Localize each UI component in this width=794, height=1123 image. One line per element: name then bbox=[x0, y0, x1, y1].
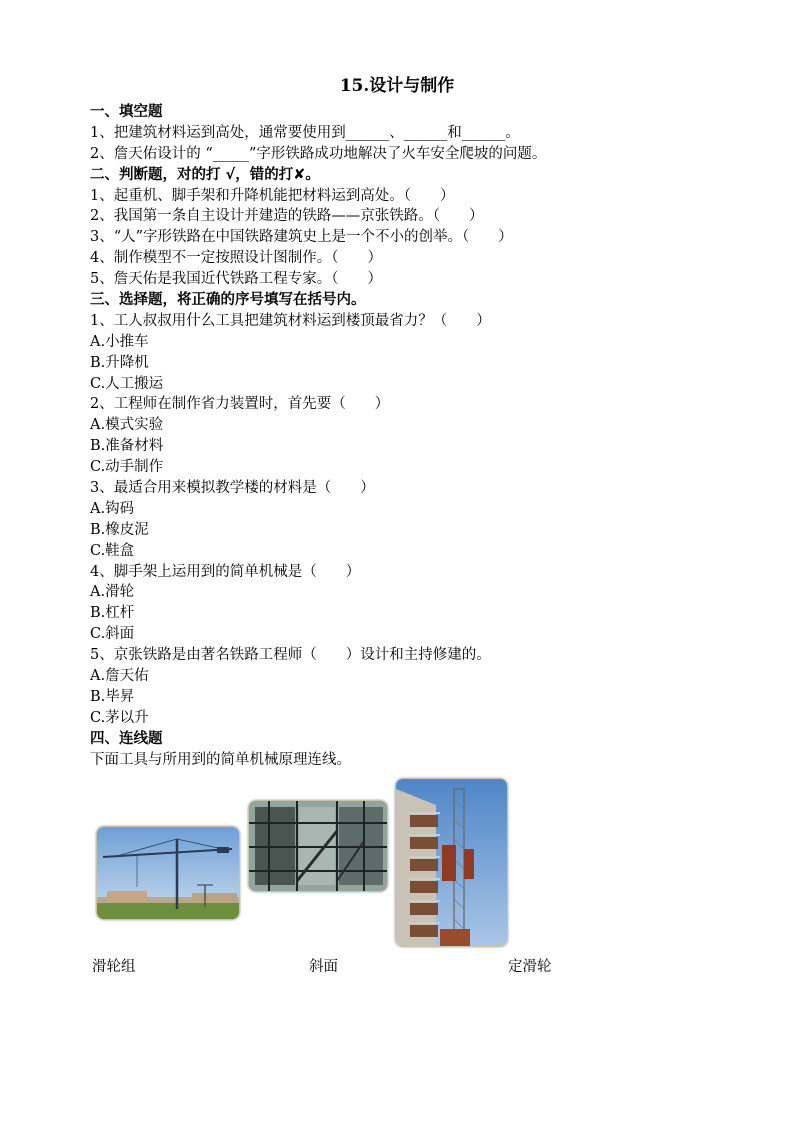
section-heading-judge: 二、判断题，对的打 √，错的打✘。 bbox=[90, 166, 320, 183]
choice-question: 4、脚手架上运用到的简单机械是（ ） bbox=[90, 563, 361, 580]
page-title: 15.设计与制作 bbox=[339, 76, 455, 96]
choice-option: C.鞋盒 bbox=[90, 542, 135, 559]
section-heading-connect: 四、连线题 bbox=[90, 730, 163, 747]
choice-option: B.橡皮泥 bbox=[90, 521, 149, 538]
judge-question: 3、“人”字形铁路在中国铁路建筑史上是一个不小的创举。（ ） bbox=[90, 229, 513, 246]
fill-question: 1、把建筑材料运到高处，通常要使用到______、______和______。 bbox=[90, 124, 520, 141]
choice-question: 2、工程师在制作省力装置时，首先要（ ） bbox=[90, 396, 390, 413]
hoist-photo bbox=[395, 778, 508, 947]
section-heading-choice: 三、选择题，将正确的序号填写在括号内。 bbox=[90, 292, 366, 309]
choice-option: A.小推车 bbox=[90, 333, 149, 350]
scaffold-photo bbox=[248, 800, 388, 892]
connect-instruction: 下面工具与所用到的简单机械原理连线。 bbox=[90, 751, 351, 768]
judge-question: 1、起重机、脚手架和升降机能把材料运到高处。（ ） bbox=[90, 187, 455, 204]
choice-option: B.准备材料 bbox=[90, 438, 164, 455]
choice-option: B.杠杆 bbox=[90, 605, 135, 622]
choice-option: B.毕昇 bbox=[90, 688, 135, 705]
choice-option: A.滑轮 bbox=[90, 584, 135, 601]
question-list bbox=[90, 102, 730, 771]
section-heading-fill: 一、填空题 bbox=[90, 104, 163, 120]
choice-option: C.人工搬运 bbox=[90, 375, 164, 392]
choice-option: C.斜面 bbox=[90, 626, 135, 643]
choice-question: 1、工人叔叔用什么工具把建筑材料运到楼顶最省力？（ ） bbox=[90, 312, 491, 329]
choice-option: A.钩码 bbox=[90, 500, 135, 517]
crane-photo bbox=[96, 826, 240, 920]
caption-fixed-pulley: 定滑轮 bbox=[508, 959, 552, 975]
judge-question: 5、詹天佑是我国近代铁路工程专家。（ ） bbox=[90, 271, 382, 288]
caption-pulley-block: 滑轮组 bbox=[92, 959, 136, 975]
choice-question: 5、京张铁路是由著名铁路工程师（ ）设计和主持修建的。 bbox=[90, 647, 491, 664]
choice-option: B.升降机 bbox=[90, 354, 149, 371]
judge-question: 2、我国第一条自主设计并建造的铁路——京张铁路。（ ） bbox=[90, 208, 484, 225]
fill-question: 2、詹天佑设计的 “_____”字形铁路成功地解决了火车安全爬坡的问题。 bbox=[90, 145, 547, 162]
caption-inclined-plane: 斜面 bbox=[309, 959, 338, 975]
choice-option: A.模式实验 bbox=[90, 417, 164, 434]
choice-option: A.詹天佑 bbox=[90, 668, 149, 685]
choice-question: 3、最适合用来模拟教学楼的材料是（ ） bbox=[90, 480, 375, 497]
judge-question: 4、制作模型不一定按照设计图制作。（ ） bbox=[90, 250, 382, 267]
choice-option: C.动手制作 bbox=[90, 459, 164, 476]
choice-option: C.茅以升 bbox=[90, 709, 149, 726]
